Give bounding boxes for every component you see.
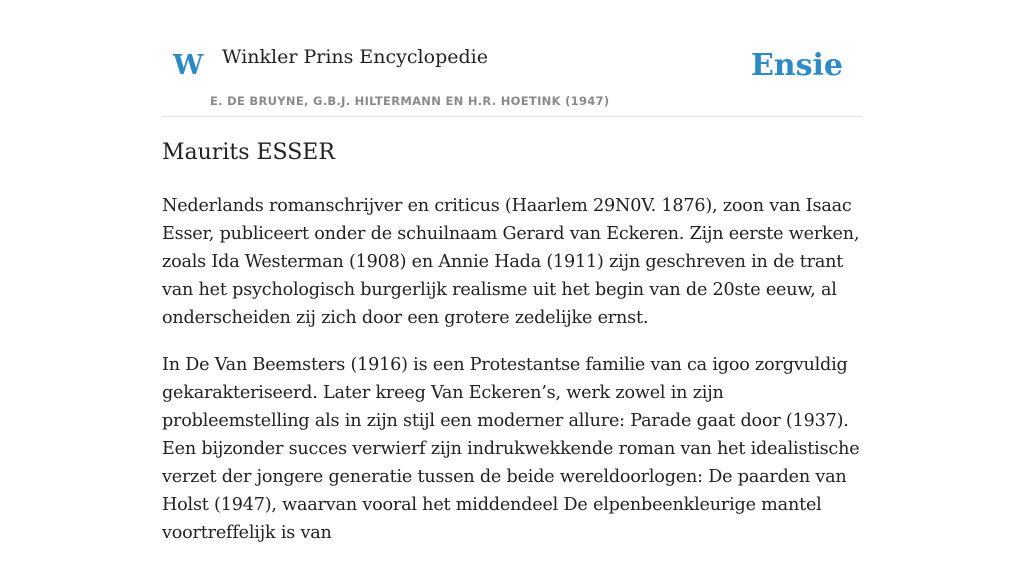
article-paragraph: Nederlands romanschrijver en criticus (Haarlem 29N0V. 1876), zoon van Isaac Esser, publiceert onder de schuilnaam Gerard van Eckeren. Zijn eerste werken, zoals Ida Westerman (1908) en Annie Hada (1911) zijn geschreven in de trant van het psychologisch burgerlijk realisme uit het begin van de 20ste eeuw, al onderscheiden zij zich door een grotere zedelijke ernst. xyxy=(162,196,860,328)
site-header xyxy=(162,0,862,117)
article-title: Maurits ESSER xyxy=(162,140,335,165)
authors-line: E. DE BRUYNE, G.B.J. HILTERMANN EN H.R. HOETINK (1947) xyxy=(210,94,610,108)
article-paragraph: In De Van Beemsters (1916) is een Protestantse familie van ca igoo zorgvuldig gekarakteriseerd. Later kreeg Van Eckeren’s, werk zowel in zijn probleemstelling als in zijn stijl een moderner allure: Parade gaat door (1937). Een bijzonder succes verwierf zijn indrukwekkende roman van het idealistische verzet der jongere generatie tussen de beide wereldoorlogen: De paarden van Holst (1947), waarvan vooral het middendeel De elpenbeenkleurige mantel voortreffelijk is van xyxy=(162,355,860,543)
ensie-brand-link[interactable]: Ensie xyxy=(750,48,843,83)
article-body xyxy=(162,192,862,566)
site-title[interactable]: Winkler Prins Encyclopedie xyxy=(222,46,488,68)
winkler-prins-logo[interactable]: W xyxy=(173,50,204,81)
